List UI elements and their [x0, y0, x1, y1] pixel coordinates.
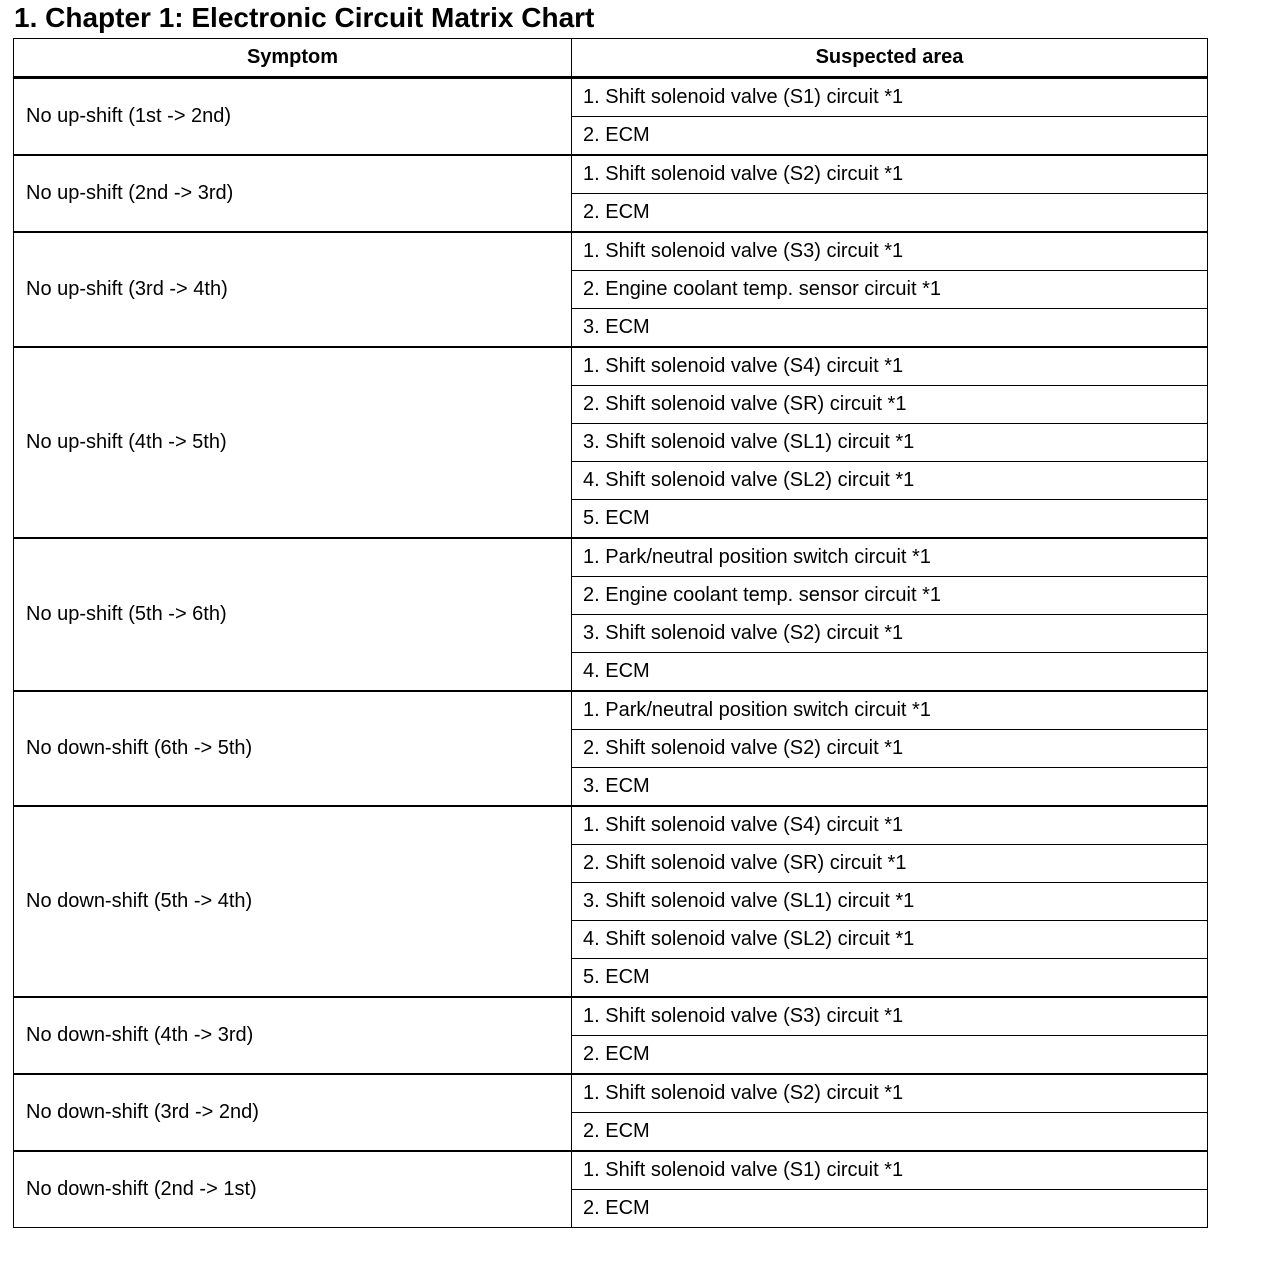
table-row: [14, 1074, 1208, 1113]
suspected-area-cell: 5. ECM: [572, 500, 1208, 539]
table-row: [14, 155, 1208, 194]
suspected-area-cell: 2. Engine coolant temp. sensor circuit *1: [572, 577, 1208, 615]
suspected-area-cell: 1. Park/neutral position switch circuit *1: [572, 538, 1208, 577]
suspected-area-cell: 2. ECM: [572, 194, 1208, 233]
page-title: 1. Chapter 1: Electronic Circuit Matrix Chart: [14, 2, 595, 33]
symptom-cell: No up-shift (4th -> 5th): [14, 347, 572, 538]
table-row: [14, 1151, 1208, 1190]
suspected-area-cell: 1. Shift solenoid valve (S2) circuit *1: [572, 155, 1208, 194]
header-row: [14, 39, 1208, 78]
table-body: [14, 78, 1208, 1228]
table-row: [14, 691, 1208, 730]
suspected-area-cell: 2. ECM: [572, 1036, 1208, 1075]
suspected-area-cell: 4. ECM: [572, 653, 1208, 692]
suspected-area-cell: 5. ECM: [572, 959, 1208, 998]
symptom-cell: No up-shift (2nd -> 3rd): [14, 155, 572, 232]
symptom-cell: No down-shift (6th -> 5th): [14, 691, 572, 806]
suspected-area-cell: 1. Shift solenoid valve (S3) circuit *1: [572, 997, 1208, 1036]
suspected-area-cell: 2. Shift solenoid valve (SR) circuit *1: [572, 845, 1208, 883]
suspected-area-cell: 1. Shift solenoid valve (S1) circuit *1: [572, 78, 1208, 117]
suspected-area-cell: 2. ECM: [572, 1190, 1208, 1228]
symptom-cell: No up-shift (1st -> 2nd): [14, 78, 572, 156]
table-row: [14, 78, 1208, 117]
suspected-area-cell: 2. Engine coolant temp. sensor circuit *1: [572, 271, 1208, 309]
suspected-area-cell: 1. Shift solenoid valve (S1) circuit *1: [572, 1151, 1208, 1190]
symptom-cell: No down-shift (5th -> 4th): [14, 806, 572, 997]
symptom-cell: No down-shift (2nd -> 1st): [14, 1151, 572, 1228]
column-header-symptom: Symptom: [14, 39, 572, 78]
table-row: [14, 232, 1208, 271]
table-row: [14, 997, 1208, 1036]
suspected-area-cell: 3. ECM: [572, 309, 1208, 348]
suspected-area-cell: 2. ECM: [572, 1113, 1208, 1152]
table-row: [14, 538, 1208, 577]
suspected-area-cell: 2. ECM: [572, 117, 1208, 156]
suspected-area-cell: 1. Shift solenoid valve (S4) circuit *1: [572, 347, 1208, 386]
suspected-area-cell: 2. Shift solenoid valve (S2) circuit *1: [572, 730, 1208, 768]
table-header: [14, 39, 1208, 78]
suspected-area-cell: 3. Shift solenoid valve (SL1) circuit *1: [572, 424, 1208, 462]
column-header-suspected-area: Suspected area: [572, 39, 1208, 78]
suspected-area-cell: 4. Shift solenoid valve (SL2) circuit *1: [572, 462, 1208, 500]
suspected-area-cell: 3. ECM: [572, 768, 1208, 807]
symptom-cell: No up-shift (5th -> 6th): [14, 538, 572, 691]
circuit-matrix-table: [13, 38, 1208, 1228]
symptom-cell: No down-shift (3rd -> 2nd): [14, 1074, 572, 1151]
suspected-area-cell: 1. Park/neutral position switch circuit *1: [572, 691, 1208, 730]
symptom-cell: No down-shift (4th -> 3rd): [14, 997, 572, 1074]
table-row: [14, 806, 1208, 845]
suspected-area-cell: 1. Shift solenoid valve (S3) circuit *1: [572, 232, 1208, 271]
suspected-area-cell: 3. Shift solenoid valve (SL1) circuit *1: [572, 883, 1208, 921]
symptom-cell: No up-shift (3rd -> 4th): [14, 232, 572, 347]
table-row: [14, 347, 1208, 386]
suspected-area-cell: 1. Shift solenoid valve (S2) circuit *1: [572, 1074, 1208, 1113]
suspected-area-cell: 1. Shift solenoid valve (S4) circuit *1: [572, 806, 1208, 845]
suspected-area-cell: 2. Shift solenoid valve (SR) circuit *1: [572, 386, 1208, 424]
suspected-area-cell: 4. Shift solenoid valve (SL2) circuit *1: [572, 921, 1208, 959]
suspected-area-cell: 3. Shift solenoid valve (S2) circuit *1: [572, 615, 1208, 653]
